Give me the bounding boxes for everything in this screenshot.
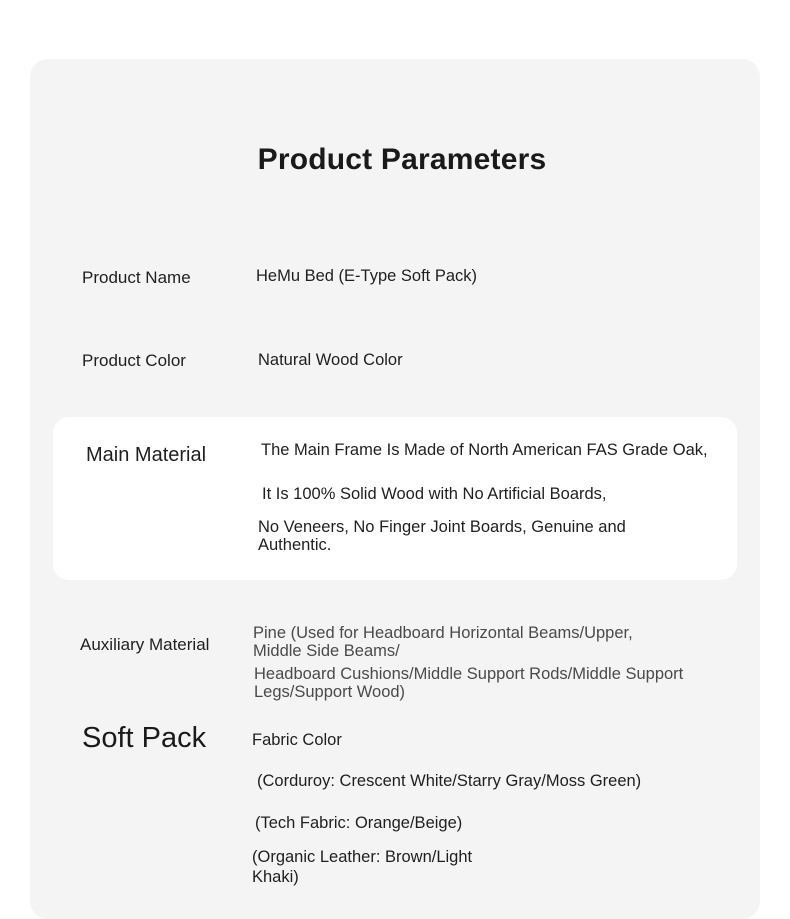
main-material-line-2: It Is 100% Solid Wood with No Artificial Boards, bbox=[262, 485, 607, 503]
soft-pack-line-3: (Tech Fabric: Orange/Beige) bbox=[255, 814, 463, 832]
auxiliary-material-label: Auxiliary Material bbox=[80, 635, 210, 654]
soft-pack-line-4: (Organic Leather: Brown/Light Khaki) bbox=[252, 848, 473, 886]
main-material-label: Main Material bbox=[86, 444, 207, 466]
soft-pack-label: Soft Pack bbox=[82, 722, 207, 754]
soft-pack-line-1: Fabric Color bbox=[252, 731, 342, 749]
product-name-label: Product Name bbox=[82, 268, 191, 287]
auxiliary-material-line-2: Headboard Cushions/Middle Support Rods/Middle Support Legs/Support Wood) bbox=[254, 665, 684, 701]
main-material-line-3: No Veneers, No Finger Joint Boards, Genuine and Authentic. bbox=[258, 518, 626, 554]
soft-pack-line-2: (Corduroy: Crescent White/Starry Gray/Moss Green) bbox=[257, 772, 642, 790]
auxiliary-material-line-1: Pine (Used for Headboard Horizontal Beams/Upper, Middle Side Beams/ bbox=[253, 624, 633, 660]
product-color-label: Product Color bbox=[82, 351, 186, 370]
main-material-line-1: The Main Frame Is Made of North American FAS Grade Oak, bbox=[261, 441, 708, 459]
page-title: Product Parameters bbox=[257, 143, 547, 176]
product-color-value: Natural Wood Color bbox=[258, 351, 403, 369]
product-name-value: HeMu Bed (E-Type Soft Pack) bbox=[256, 267, 478, 285]
